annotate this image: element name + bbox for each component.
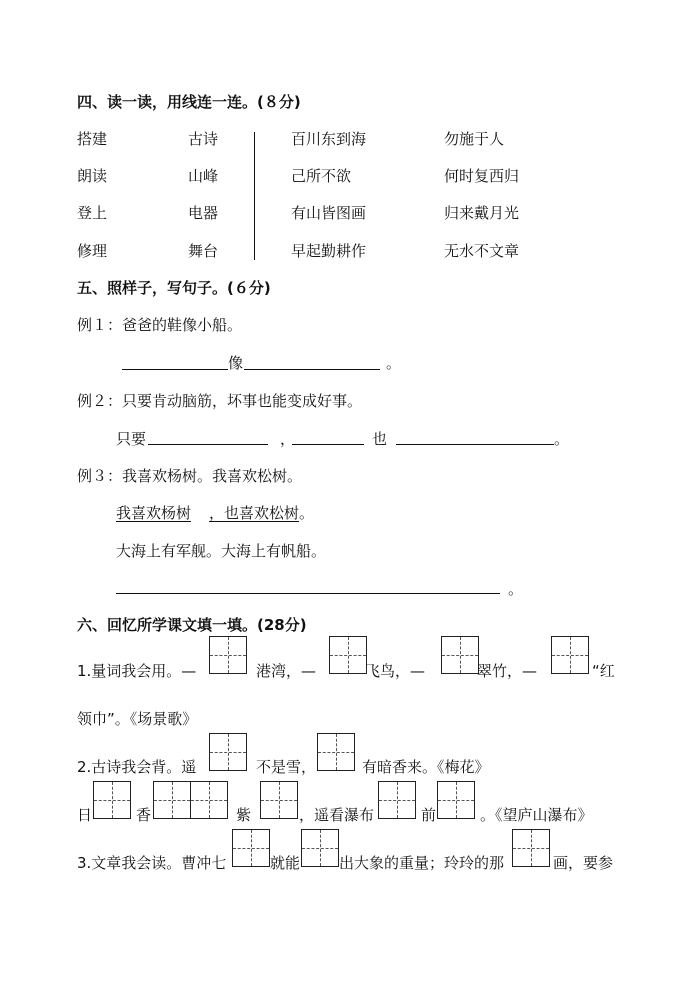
underlined-part: 我喜欢杨树 (116, 504, 192, 522)
word-item: 山峰 (188, 167, 219, 185)
example-1: 例１：爸爸的鞋像小船。 (77, 316, 243, 334)
q1-text: 翠竹，— (477, 662, 538, 680)
q1-text: 1.量词我会用。— (77, 662, 197, 680)
q2-text: 2.古诗我会背。遥 (77, 758, 197, 776)
char-box[interactable] (209, 636, 247, 674)
word-item: 朗读 (77, 167, 108, 185)
answer-blank[interactable] (244, 369, 380, 370)
char-box[interactable] (260, 781, 298, 819)
q2-text: ，遥看瀑布 (299, 806, 375, 824)
punctuation: ， (280, 430, 296, 448)
punctuation: 。 (386, 354, 402, 372)
char-box[interactable] (209, 733, 247, 771)
example-2-start: 只要 (116, 430, 147, 448)
phrase-item: 己所不欲 (291, 167, 352, 185)
punctuation: 。 (508, 580, 524, 598)
phrase-item: 勿施于人 (444, 130, 505, 148)
char-box[interactable] (232, 829, 270, 867)
q3-text: 就能 (270, 854, 301, 872)
q2-text: 有暗香来。《梅花》 (362, 758, 490, 776)
section5-title: 五、照样子，写句子。(６分) (77, 279, 271, 297)
q1-text: 领巾”。《场景歌》 (77, 710, 198, 728)
char-box[interactable] (551, 636, 589, 674)
answer-blank[interactable] (292, 444, 364, 445)
word-item: 搭建 (77, 130, 108, 148)
q3-text: 3.文章我会读。曹冲七 (77, 854, 227, 872)
char-box[interactable] (190, 781, 228, 819)
char-box[interactable] (512, 829, 550, 867)
example-2: 例２：只要肯动脑筋，坏事也能变成好事。 (77, 392, 363, 410)
divider-line (254, 132, 255, 260)
phrase-item: 百川东到海 (291, 130, 367, 148)
underlined-part: ，也喜欢松树 (209, 504, 300, 522)
answer-blank[interactable] (396, 444, 554, 445)
example-3-answer (116, 502, 314, 523)
q1-text: 港湾，— (256, 662, 317, 680)
phrase-item: 早起勤耕作 (291, 242, 367, 260)
word-item: 舞台 (188, 242, 219, 260)
char-box[interactable] (441, 636, 479, 674)
phrase-item: 何时复西归 (444, 167, 520, 185)
q2-text: 不是雪， (256, 758, 317, 776)
example-1-connector: 像 (228, 354, 244, 372)
section4-title: 四、读一读，用线连一连。(８分) (77, 93, 301, 111)
q2-text: 。《望庐山瀑布》 (480, 806, 593, 824)
q3-text: 画，要参 (553, 854, 614, 872)
q2-text: 香 (136, 806, 152, 824)
q2-text: 前 (421, 806, 437, 824)
phrase-item: 无水不文章 (444, 242, 520, 260)
char-box[interactable] (329, 636, 367, 674)
answer-blank[interactable] (116, 593, 500, 594)
char-box[interactable] (93, 781, 131, 819)
q2-text: 紫 (236, 806, 252, 824)
char-box[interactable] (301, 829, 339, 867)
word-item: 古诗 (188, 130, 219, 148)
char-box[interactable] (317, 733, 355, 771)
example-2-connector: 也 (372, 430, 388, 448)
punctuation: 。 (554, 430, 570, 448)
q3-text: 出大象的重量；玲玲的那 (339, 854, 505, 872)
word-item: 修理 (77, 242, 108, 260)
word-item: 电器 (188, 204, 219, 222)
example-3-question: 大海上有军舰。大海上有帆船。 (116, 542, 327, 560)
q2-text: 日 (77, 806, 93, 824)
example-3: 例３：我喜欢杨树。我喜欢松树。 (77, 467, 303, 485)
char-box[interactable] (437, 781, 475, 819)
section6-title: 六、回忆所学课文填一填。(28分) (77, 616, 307, 634)
char-box[interactable] (378, 781, 416, 819)
q1-text: 飞鸟，— (365, 662, 426, 680)
word-item: 登上 (77, 204, 108, 222)
char-box[interactable] (153, 781, 191, 819)
phrase-item: 有山皆图画 (291, 204, 367, 222)
q1-text: “红 (592, 662, 615, 680)
answer-blank[interactable] (148, 444, 268, 445)
punctuation: 。 (299, 504, 315, 522)
answer-blank[interactable] (122, 369, 228, 370)
phrase-item: 归来戴月光 (444, 204, 520, 222)
